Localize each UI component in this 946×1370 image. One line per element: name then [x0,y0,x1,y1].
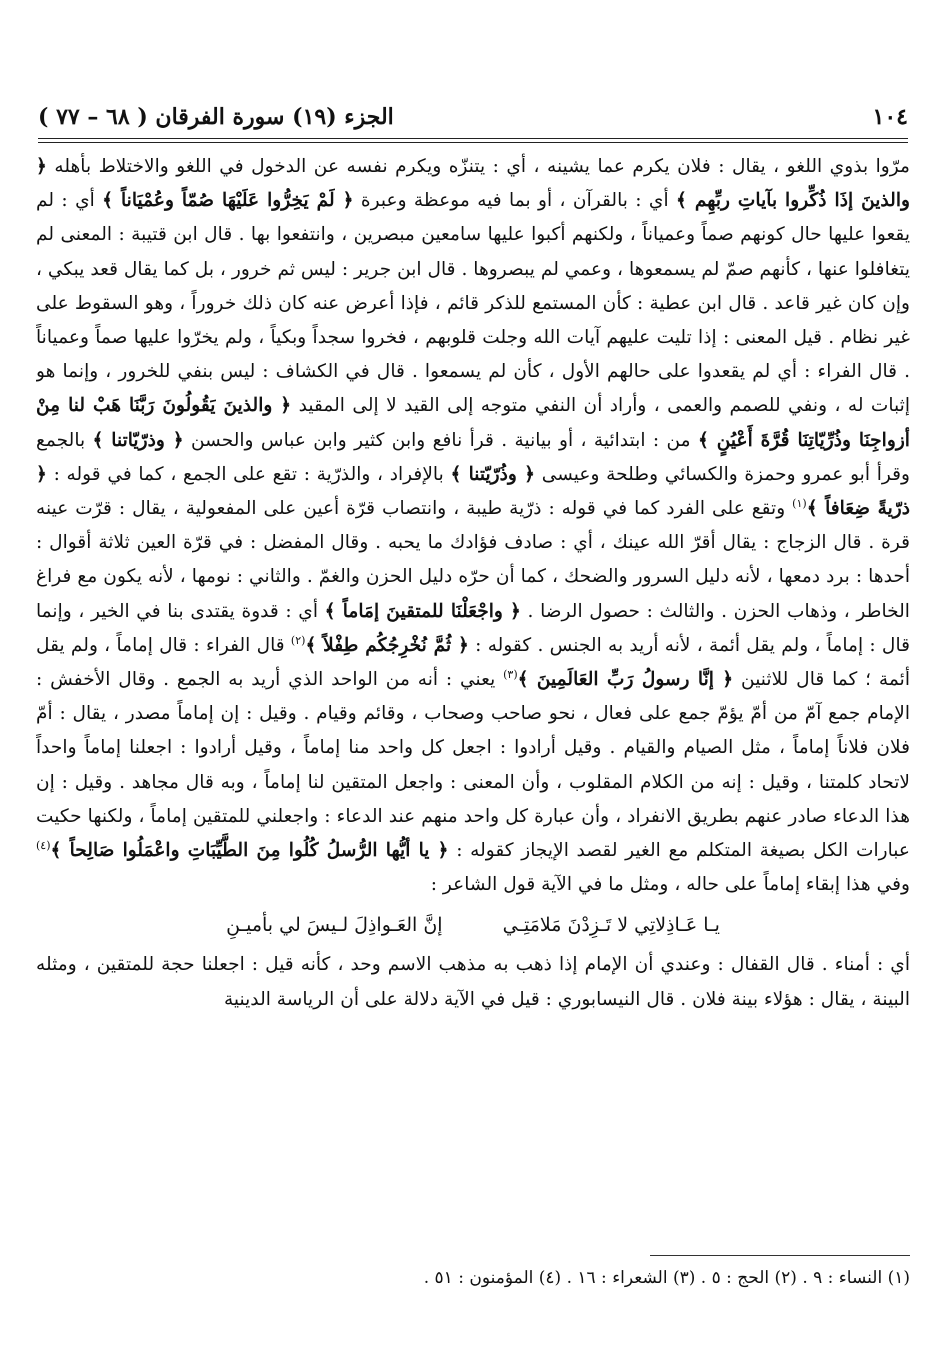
verse-hemistich-left: إنَّ العَـواذِلَ لـيسَ لي بأميـنِ [226,914,443,937]
page-number: ١٠٤ [872,104,908,130]
verse-hemistich-right: يـا عَـاذِلاتِي لا تَـزِدْنَ مَلامَتِـي [502,914,720,937]
running-title: الجزء (١٩) سورة الفرقان ( ٦٨ – ٧٧ ) [38,104,394,130]
quran-quote: ﴿ وذرّيّاتنا ﴾ [92,429,184,451]
text-segment: وتقع على الفرد كما في قوله : ذرّية طيبة ، وانتصاب قرّة أعين على المفعولية ، يقال : قرّت عينه قرة . قال الزجاج : يقال أقرّ الله عينك ، أي : صادف فؤادك ما يحبه . وقال المفضل : في قرّة العين ثلاثة أقوال : أحدها : برد دمعها ، لأنه دليل السرور والضحك ، كما أن حرّه دليل الحزن والغمّ . والثاني : نومها ، لأنه يكون مع فراغ الخاطر ، وذهاب الحزن . والثالث : حصول الرضا . [36,498,910,622]
text-segment: قال الفراء : قال إماماً ، ولم يقل أئمة ؛ كما قال للاثنين [36,634,910,691]
text-segment: يعني : أنه من الواحد الذي أريد به الجمع . وقال الأخفش : الإمام جمع آمّ من أمّ يؤمّ جمع على فعال ، نحو صاحب وصحاب ، وقائم وقيام . وقيل : إن إماماً مصدر ، يقال : أمّ فلان فلاناً إماماً ، مثل الصيام والقيام . وقيل أرادوا : اجعل كل واحد منا إماماً ، وقيل أرادوا : اجعلنا إماماً واحداً لاتحاد كلمتنا ، وقيل : إنه من الكلام المقلوب ، وأن المعنى : واجعل المتقين لنا إماماً ، وبه قال مجاهد . وقيل : إن هذا الدعاء صادر عنهم بطريق الانفراد ، وأن عبارة كل واحد منهم عند الدعاء : واجعلني للمتقين إماماً ، ولكنها حكيت عبارات الكل بصيغة المتكلم مع الغير لقصد الإيجاز كقوله : [36,669,910,862]
footnotes: (١) النساء : ٩ . (٢) الحج : ٥ . (٣) الشعراء : ١٦ . (٤) المؤمنون : ٥١ . [423,1268,910,1288]
footnote-marker: (٣) [503,667,518,681]
text-segment: أي : لم يقعوا عليها حال كونهم صماً وعمياناً ، ولكنهم أكبوا عليها سامعين مبصرين ، وانتفعوا بها . قال ابن قتيبة : المعنى لم يتغافلوا عنها ، كأنهم صمّ لم يسمعوها ، وعمي لم يبصروها . قال ابن جرير : ليس ثم خرور ، بل كما يقال قعد يبكي ، وإن كان غير قاعد . قال ابن عطية : كأن المستمع للذكر قائم ، فإذا أعرض عنه كان ذلك خروراً ، وهو السقوط على غير نظام . قيل المعنى : إذا تليت عليهم آيات الله وجلت قلوبهم ، فخروا سجداً وبكياً ، ولم يخرّوا عليها صماً وعمياناً . قال الفراء : أي لم يقعدوا على حالهم الأول ، كأن لم يسمعوا . قال في الكشاف : ليس بنفي للخرور ، وإنما هو إثبات له ، ونفي للصمم والعمى ، وأراد أن النفي متوجه إلى القيد لا إلى المقيد [36,190,910,417]
text-segment: من : ابتدائية ، أو بيانية . قرأ نافع وابن كثير وابن عباس والحسن [183,429,698,451]
text-segment: وفي هذا إبقاء إماماً على حاله ، ومثل ما في الآية قول الشاعر : [430,874,910,896]
header-rule-second [38,142,908,143]
text-segment: أي : قدوة يقتدى بنا في الخير ، وإنما قال : إماماً ، ولم يقل أئمة ، لأنه أريد به الجنس . كقوله : [36,600,910,656]
text-segment: بالجمع وقرأ أبو عمرو وحمزة والكسائي وطلحة وعيسى [36,429,910,485]
header-rule [38,138,908,139]
quran-quote: ﴿ والذينَ إذَا ذُكِّروا بآياتِ ربِّهِم ﴾ [36,156,910,212]
text-segment: أي : بالقرآن ، أو بما فيه موعظة وعبرة [353,190,677,212]
quran-quote: ﴿ لَمْ يَخِرُّوا عَلَيْهَا صُمّاً وعُمْيَاناً ﴾ [102,190,354,212]
footnote-rule [650,1255,910,1256]
quran-quote: ﴿ ذرّيةً ضِعَافاً ﴾ [36,463,910,520]
text-segment: مرّوا بذوي اللغو ، يقال : فلان يكرم عما يشينه ، أي : يتنزّه ويكرم نفسه عن الدخول في اللغو والاختلاط بأهله [46,156,910,177]
main-text [36,150,910,1235]
text-segment: بالإفراد ، والذرّية : تقع على الجمع ، كما في قوله : [46,463,451,485]
quran-quote: ﴿ والذينَ يَقُولُونَ رَبَّنَا هَبْ لنا مِنْ أزواجِنَا وذُرِّيّاتِنَا قُرَّةَ أَعْيُنٍ ﴾ [36,395,910,451]
quran-quote: ﴿ وذُرّيّتنا ﴾ [450,463,536,485]
commentary-paragraph-2: أي : أمناء . قال القفال : وعندي أن الإمام إذا ذهب به مذهب الاسم وحد ، كأنه قيل : اجعلنا حجة للمتقين ، ومثله البينة ، يقال : هؤلاء بينة فلان . قال النيسابوري : قيل في الآية دلالة على أن الرياسة الدينية [36,954,910,1010]
footnote-marker: (١) [792,496,807,510]
poetry-verse [36,908,910,942]
quran-quote: ﴿ إنَّا رسولُ رَبِّ العَالَمِينَ ﴾ [517,669,734,691]
page-header [38,102,908,138]
quran-quote: ﴿ يا أيُّها الرُّسلُ كُلُوا مِنَ الطَّيِّبَاتِ واعْمَلُوا صَالِحاً ﴾ [50,840,449,862]
footnote-marker: (٤) [36,838,51,852]
quran-quote: ﴿ ثُمَّ نُخْرِجُكُم طِفْلاً ﴾ [305,634,469,656]
commentary-paragraph [36,150,910,902]
footnote-marker: (٢) [290,633,306,647]
quran-quote: ﴿ واجْعَلْنَا للمتقينَ إمَاماً ﴾ [324,600,521,622]
